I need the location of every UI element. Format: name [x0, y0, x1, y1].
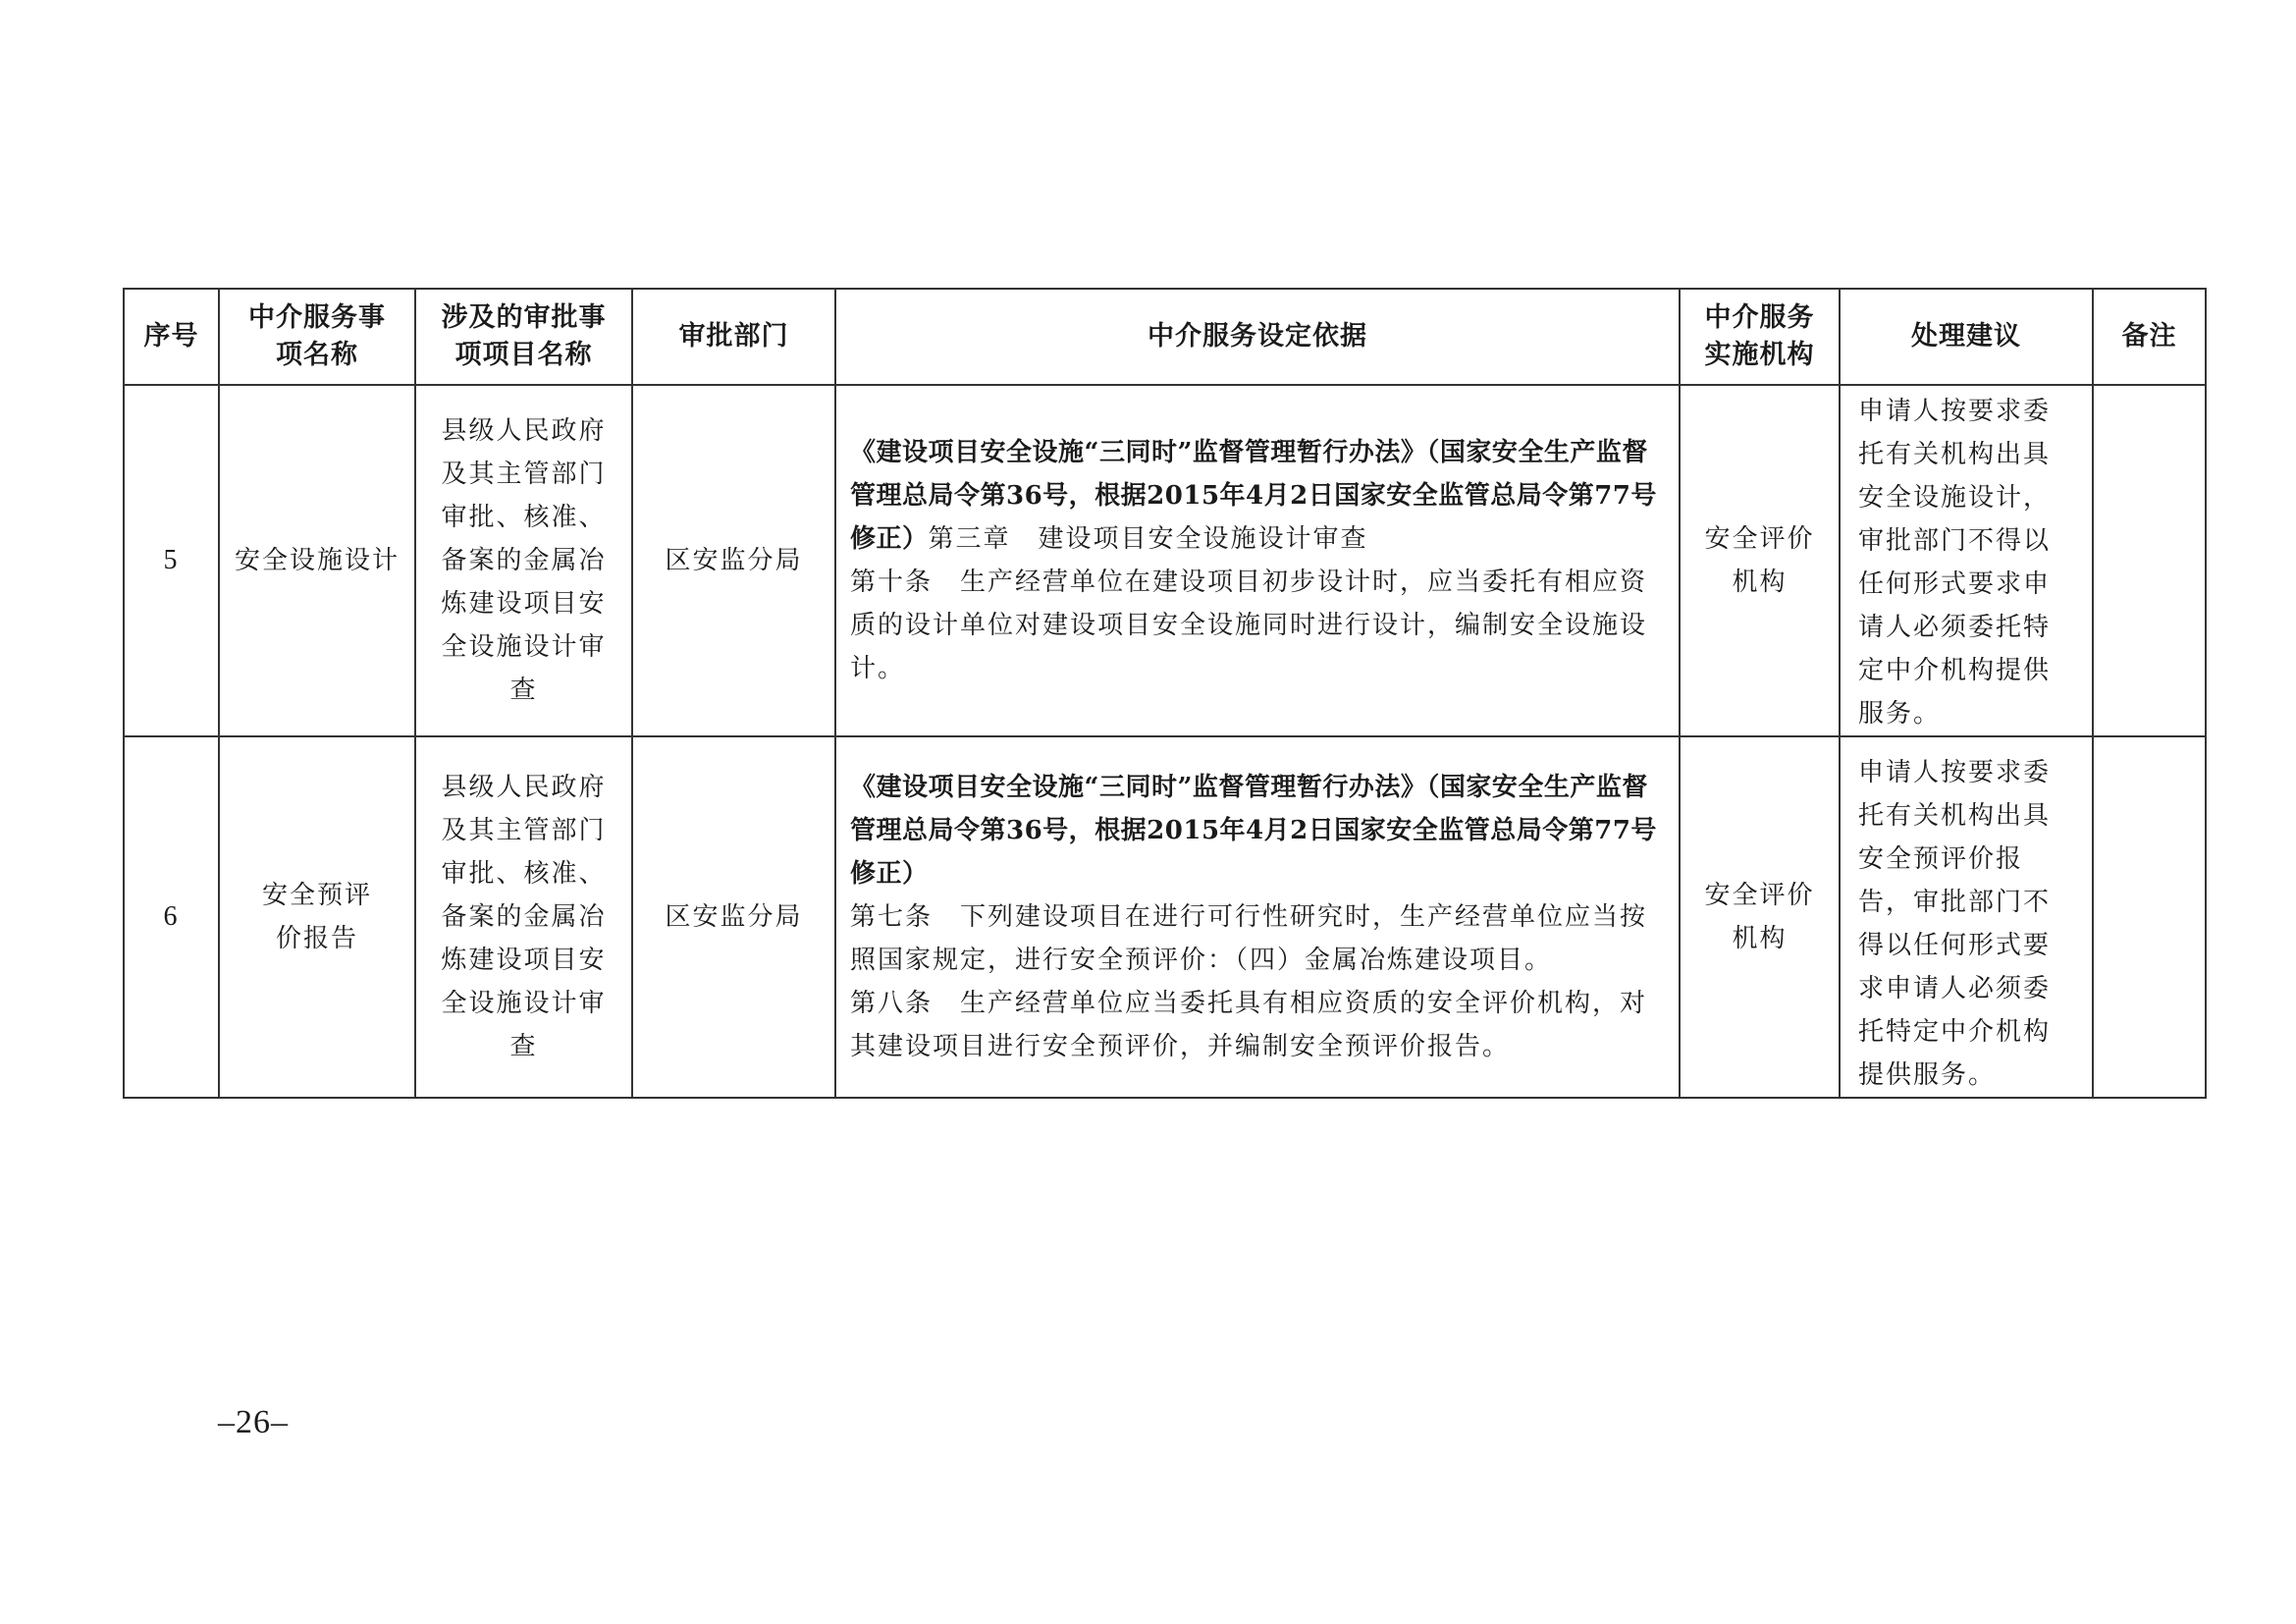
header-basis: 中介服务设定依据 [835, 289, 1680, 385]
basis-chapter: 第三章 建设项目安全设施设计审查 [928, 524, 1368, 554]
cell-approval-item: 县级人民政府及其主管部门审批、核准、备案的金属冶炼建设项目安全设施设计审查 [415, 385, 632, 736]
header-remark: 备注 [2093, 289, 2206, 385]
intermediary-service-table [123, 288, 2207, 1099]
basis-law-title: 《建设项目安全设施“三同时”监督管理暂行办法》（国家安全生产监督管理总局令第36号，根据2015年4月2日国家安全监管总局令第77号修正） [850, 773, 1657, 889]
cell-seq: 5 [124, 385, 219, 736]
suggestion-text: 申请人按要求委托有关机构出具安全设施设计，审批部门不得以任何形式要求申请人必须委托特定中介机构提供服务。 [1858, 397, 2052, 729]
header-seq: 序号 [124, 289, 219, 385]
cell-basis [835, 736, 1680, 1098]
cell-department: 区安监分局 [632, 385, 835, 736]
table-header-row [124, 289, 2206, 385]
cell-basis [835, 385, 1680, 736]
cell-approval-item: 县级人民政府及其主管部门审批、核准、备案的金属冶炼建设项目安全设施设计审查 [415, 736, 632, 1098]
header-suggestion: 处理建议 [1840, 289, 2093, 385]
table-row [124, 736, 2206, 1098]
header-department: 审批部门 [632, 289, 835, 385]
header-agency: 中介服务实施机构 [1680, 289, 1840, 385]
basis-law-title: 《建设项目安全设施“三同时”监督管理暂行办法》（国家安全生产监督管理总局令第36号，根据2015年4月2日国家安全监管总局令第77号修正） [850, 438, 1657, 554]
basis-article: 第十条 生产经营单位在建设项目初步设计时，应当委托有相应资质的设计单位对建设项目安全设施同时进行设计，编制安全设施设计。 [850, 568, 1648, 683]
basis-article: 第七条 下列建设项目在进行可行性研究时，生产经营单位应当按照国家规定，进行安全预评价：（四）金属冶炼建设项目。 [850, 902, 1648, 975]
page-number: –26– [218, 1404, 289, 1440]
suggestion-text: 申请人按要求委托有关机构出具安全预评价报告，审批部门不得以任何形式要求申请人必须委托特定中介机构提供服务。 [1858, 758, 2052, 1090]
cell-remark [2093, 385, 2206, 736]
cell-seq: 6 [124, 736, 219, 1098]
cell-department: 区安监分局 [632, 736, 835, 1098]
basis-article: 第八条 生产经营单位应当委托具有相应资质的安全评价机构，对其建设项目进行安全预评价，并编制安全预评价报告。 [850, 989, 1648, 1061]
header-approval-item: 涉及的审批事项项目名称 [415, 289, 632, 385]
table-row [124, 385, 2206, 736]
cell-agency: 安全评价机构 [1680, 736, 1840, 1098]
cell-suggestion [1840, 385, 2093, 736]
cell-remark [2093, 736, 2206, 1098]
cell-service-name: 安全设施设计 [219, 385, 415, 736]
cell-suggestion [1840, 736, 2093, 1098]
cell-service-name: 安全预评价报告 [219, 736, 415, 1098]
header-service-name: 中介服务事项名称 [219, 289, 415, 385]
cell-agency: 安全评价机构 [1680, 385, 1840, 736]
